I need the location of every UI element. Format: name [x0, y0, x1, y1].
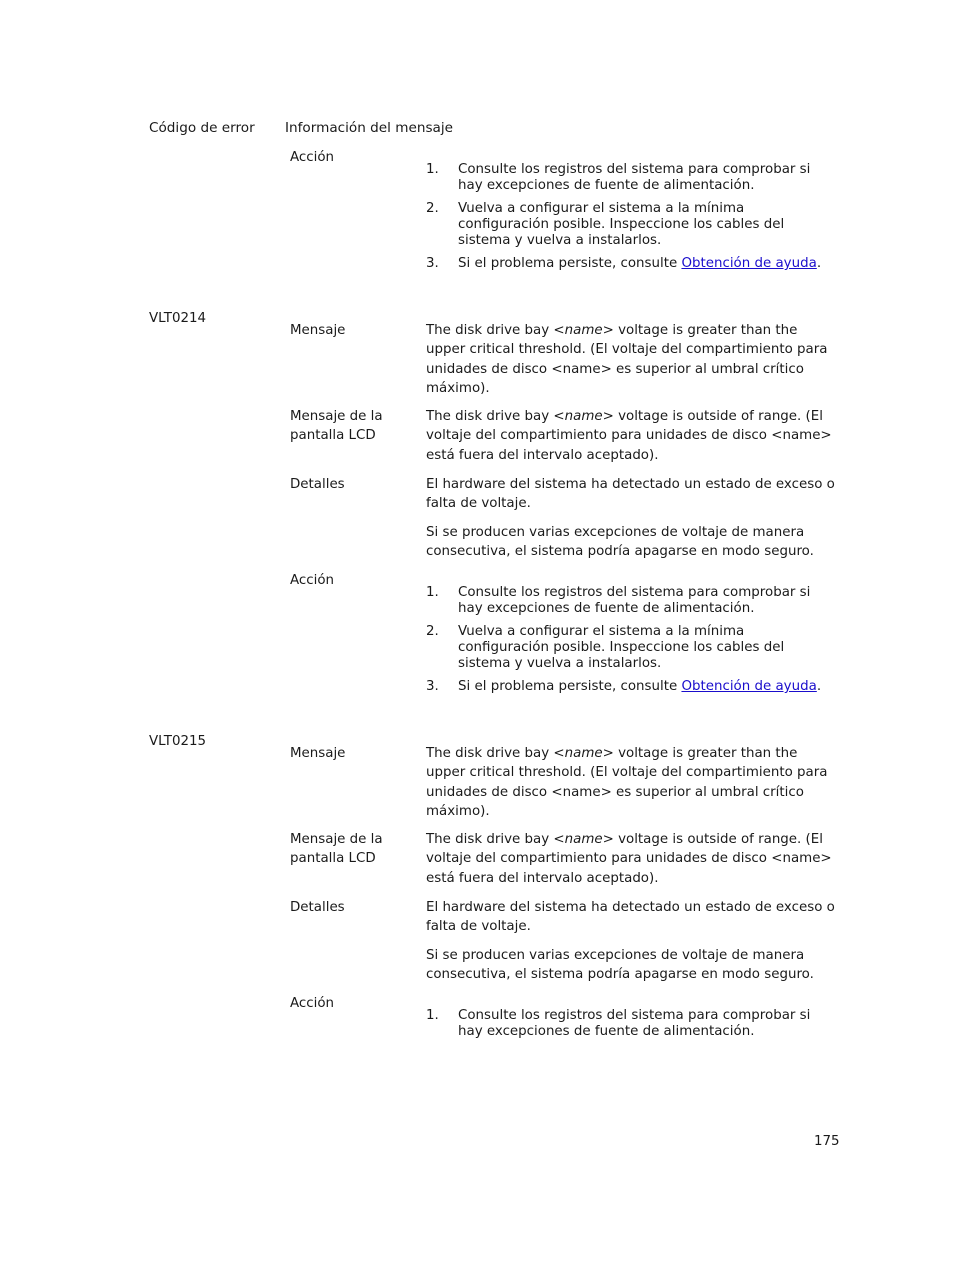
help-link[interactable]: Obtención de ayuda — [681, 256, 817, 271]
mensaje-label: Mensaje — [290, 323, 346, 338]
step-text: Vuelva a configurar el sistema a la mínima configuración posible. Inspeccione los cables del sistema y vuelva a instalarlos. — [458, 624, 785, 671]
help-link[interactable]: Obtención de ayuda — [681, 679, 817, 694]
accion-label: Acción — [290, 573, 335, 588]
mensaje-text: The disk drive bay <name> voltage is greater than the upper critical threshold. (El voltaje del compartimiento para unidades de disco <name> es superior al umbral crítico máximo). — [426, 746, 828, 820]
detalles-text-2: Si se producen varias excepciones de voltaje de manera consecutiva, el sistema podría apagarse en modo seguro. — [426, 948, 814, 983]
detalles-text-2: Si se producen varias excepciones de voltaje de manera consecutiva, el sistema podría apagarse en modo seguro. — [426, 525, 814, 560]
step-text-end: . — [816, 679, 822, 694]
accion-steps-list — [426, 1008, 836, 1047]
accion-label: Acción — [290, 150, 335, 165]
list-item — [426, 679, 836, 695]
error-code: VLT0215 — [149, 734, 207, 749]
step-text: Consulte los registros del sistema para comprobar si hay excepciones de fuente de alimentación. — [458, 585, 811, 616]
column-header-error-code: Código de error — [149, 120, 255, 136]
error-code: VLT0214 — [149, 311, 207, 326]
lcd-text: The disk drive bay <name> voltage is outside of range. (El voltaje del compartimiento para unidades de disco <name> está fuera del intervalo aceptado). — [426, 409, 832, 463]
lcd-text: The disk drive bay <name> voltage is outside of range. (El voltaje del compartimiento para unidades de disco <name> está fuera del intervalo aceptado). — [426, 832, 832, 886]
list-item — [426, 201, 836, 249]
page-number: 175 — [814, 1134, 840, 1149]
step-number: 3. — [426, 679, 439, 694]
step-number: 1. — [426, 162, 439, 177]
step-text: Consulte los registros del sistema para comprobar si hay excepciones de fuente de alimentación. — [458, 162, 811, 193]
step-number: 1. — [426, 1008, 439, 1023]
step-number: 2. — [426, 624, 439, 639]
step-number: 1. — [426, 585, 439, 600]
mensaje-text: The disk drive bay <name> voltage is greater than the upper critical threshold. (El voltaje del compartimiento para unidades de disco <name> es superior al umbral crítico máximo). — [426, 323, 828, 397]
accion-steps-list — [426, 162, 836, 279]
step-text: Vuelva a configurar el sistema a la mínima configuración posible. Inspeccione los cables del sistema y vuelva a instalarlos. — [458, 201, 785, 248]
accion-label: Acción — [290, 996, 335, 1011]
detalles-text-1: El hardware del sistema ha detectado un estado de exceso o falta de voltaje. — [426, 477, 835, 512]
list-item — [426, 624, 836, 672]
column-header-message-info: Información del mensaje — [285, 120, 454, 136]
step-text-end: . — [816, 256, 822, 271]
list-item — [426, 256, 836, 272]
detalles-label: Detalles — [290, 900, 345, 915]
detalles-text-1: El hardware del sistema ha detectado un estado de exceso o falta de voltaje. — [426, 900, 835, 935]
step-number: 2. — [426, 201, 439, 216]
detalles-label: Detalles — [290, 477, 345, 492]
step-number: 3. — [426, 256, 439, 271]
step-text: Si el problema persiste, consulte — [458, 256, 682, 271]
step-text: Consulte los registros del sistema para comprobar si hay excepciones de fuente de alimentación. — [458, 1008, 811, 1039]
accion-steps-list — [426, 585, 836, 702]
list-item — [426, 585, 836, 617]
list-item — [426, 1008, 836, 1040]
list-item — [426, 162, 836, 194]
step-text: Si el problema persiste, consulte — [458, 679, 682, 694]
mensaje-label: Mensaje — [290, 746, 346, 761]
lcd-label: Mensaje de la pantalla LCD — [290, 832, 383, 867]
lcd-label: Mensaje de la pantalla LCD — [290, 409, 383, 444]
